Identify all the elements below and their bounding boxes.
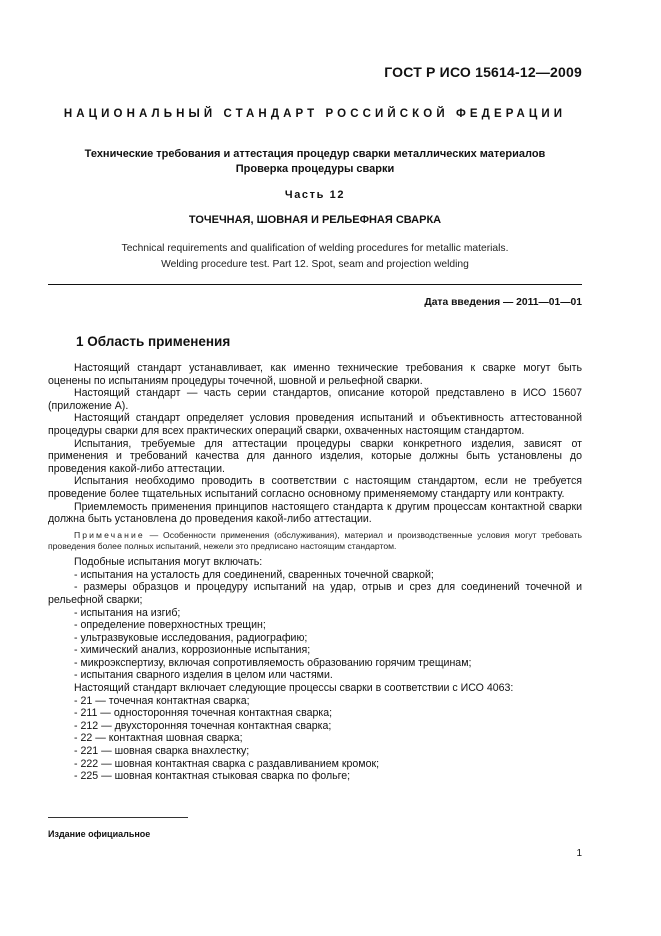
edition-label: Издание официальное xyxy=(48,829,151,839)
processes-intro: Настоящий стандарт включает следующие процессы сварки в соответствии с ИСО 4063: xyxy=(74,682,514,695)
paragraph: Настоящий стандарт устанавливает, как именно технические требования к сварке могут быть оценены по испытаниям процедуры точечной, шовной и рельефной сварки. xyxy=(48,362,582,387)
part-number: Часть 12 xyxy=(284,189,346,201)
list-item: - размеры образцов и процедуру испытаний на удар, отрыв и срез для соединений точечной и рельефной сварки; xyxy=(48,581,582,606)
list-item: - химический анализ, коррозионные испытания; xyxy=(74,644,311,657)
list-item: - определение поверхностных трещин; xyxy=(74,619,266,632)
list-item: - испытания на усталость для соединений, сваренных точечной сваркой; xyxy=(74,568,434,581)
tests-intro: Подобные испытания могут включать: xyxy=(74,556,263,569)
paragraph: Испытания, требуемые для аттестации процедуры сварки конкретного изделия, зависят от применения и требований качества для данного изделия, которые должны быть установлены до проведения какой-либо аттестации. xyxy=(48,437,582,475)
list-item: - ультразвуковые исследования, радиографию; xyxy=(74,631,308,644)
list-item: - испытания сварного изделия в целом или частями. xyxy=(74,669,333,682)
title-english-line-2: Welding procedure test. Part 12. Spot, seam and projection welding xyxy=(161,259,469,270)
page-number: 1 xyxy=(576,848,582,859)
section-body xyxy=(48,362,582,783)
paragraph: Настоящий стандарт определяет условия проведения испытаний и объективность аттестованной процедуры сварки для всех практических операций сварки, охваченных настоящим стандартом. xyxy=(48,412,582,437)
list-item: - 222 — шовная контактная сварка с раздавливанием кромок; xyxy=(74,757,380,770)
header-divider xyxy=(48,284,582,285)
list-item: - 21 — точечная контактная сварка; xyxy=(74,694,250,707)
list-item: - 225 — шовная контактная стыковая сварка по фольге; xyxy=(74,770,351,783)
title-russian-line-2: Проверка процедуры сварки xyxy=(235,163,395,175)
list-item: - 211 — односторонняя точечная контактная сварка; xyxy=(74,707,333,720)
paragraph: Приемлемость применения принципов настоящего стандарта к другим процессам контактной сварки должна быть установлена до проведения какой-либо аттестации. xyxy=(48,500,582,526)
document-code: ГОСТ Р ИСО 15614-12—2009 xyxy=(384,64,582,80)
list-item: - 221 — шовная сварка внахлестку; xyxy=(74,745,250,758)
list-item: - испытания на изгиб; xyxy=(74,606,181,619)
paragraph: Испытания необходимо проводить в соответствии с настоящим стандартом, если не требуется проведение более тщательных испытаний согласно основному применяемому стандарту или контракту. xyxy=(48,475,582,500)
list-item: - микроэкспертизу, включая сопротивляемость образованию горячим трещинам; xyxy=(74,656,472,669)
paragraph: Настоящий стандарт — часть серии стандартов, описание которой представлено в ИСО 15607 (приложение А). xyxy=(48,387,582,412)
list-item: - 212 — двухсторонняя точечная контактная сварка; xyxy=(74,719,332,732)
note xyxy=(48,530,582,552)
footer-divider xyxy=(48,817,188,818)
national-standard-banner: НАЦИОНАЛЬНЫЙ СТАНДАРТ РОССИЙСКОЙ ФЕДЕРАЦИИ xyxy=(63,108,567,120)
title-english-line-1: Technical requirements and qualification of welding procedures for metallic materials. xyxy=(121,243,509,254)
note-label: Примечание xyxy=(74,529,145,540)
subtitle: ТОЧЕЧНАЯ, ШОВНАЯ И РЕЛЬЕФНАЯ СВАРКА xyxy=(188,214,442,226)
effective-date: Дата введения — 2011—01—01 xyxy=(424,297,582,308)
list-item: - 22 — контактная шовная сварка; xyxy=(74,732,243,745)
title-russian-line-1: Технические требования и аттестация процедур сварки металлических материалов xyxy=(84,148,546,160)
section-heading: 1 Область применения xyxy=(76,334,231,349)
note-text: — Особенности применения (обслуживания), материал и производственные условия могут требовать проведения более полных испытаний, нежели это предписано настоящим стандартом. xyxy=(48,529,582,551)
